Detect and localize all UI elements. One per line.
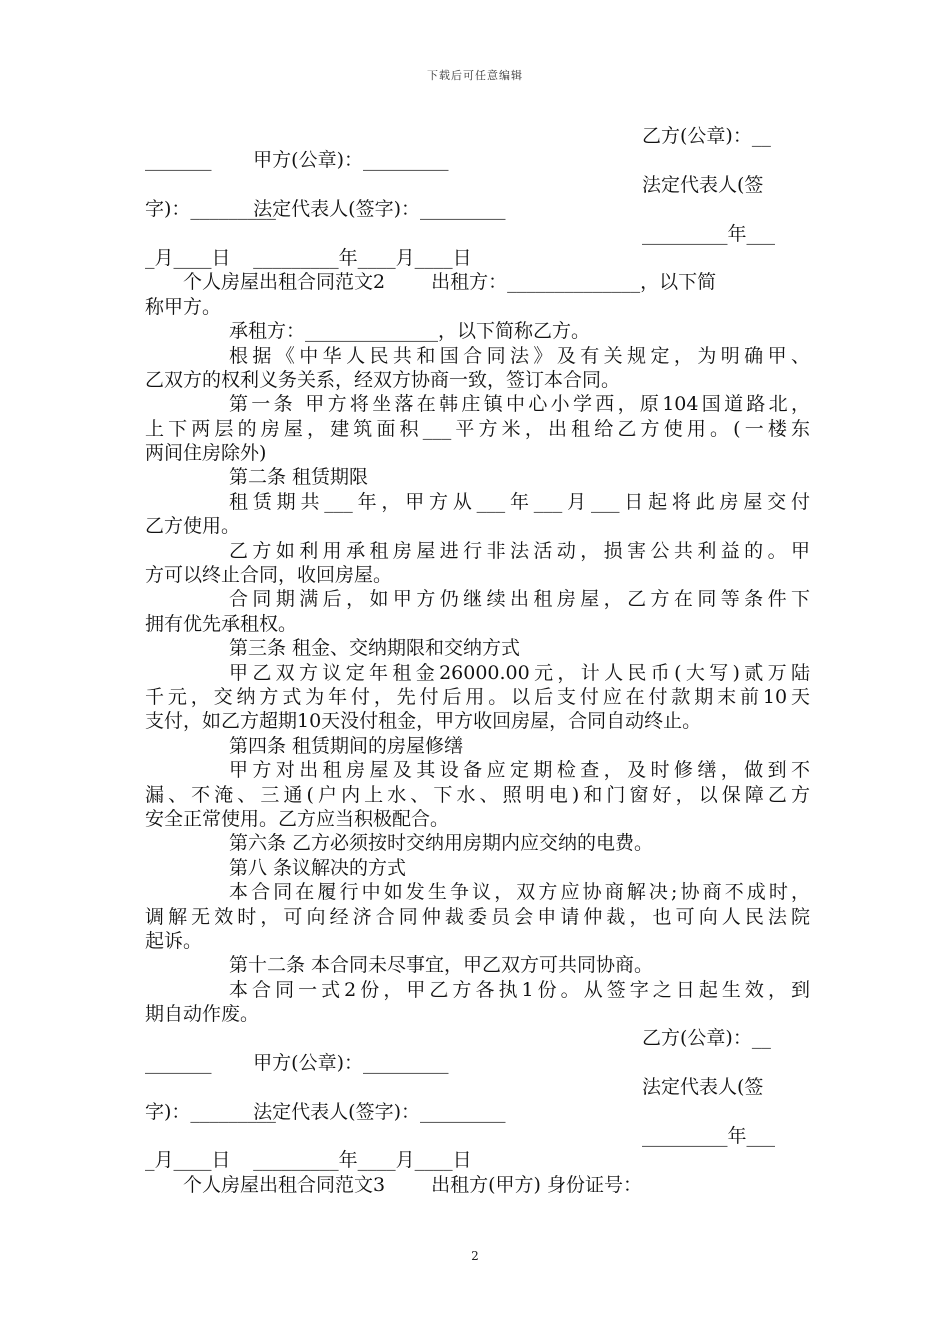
rent-line-1: 甲乙双方议定年租金26000.00元，计人民币(大写)贰万陆 xyxy=(229,661,810,684)
preamble-line-2: 乙双方的权利义务关系，经双方协商一致，签订本合同。 xyxy=(145,368,621,391)
party-b-seal-cont: _______ xyxy=(145,1051,212,1074)
article-1-line-3: 两间住房除外) xyxy=(145,442,267,465)
lessor-line: 出租方：______________，以下简 xyxy=(431,271,717,294)
signature-row-rep xyxy=(145,173,810,221)
repair-line-1: 甲方对出租房屋及其设备应定期检查，及时修缮，做到不 xyxy=(229,759,810,782)
page-header: 下载后可任意编辑 xyxy=(427,69,523,82)
copies-line-1: 本合同一式2份，甲乙方各执1份。从签字之日起生效，到 xyxy=(229,978,810,1001)
article-4-heading: 第四条 租赁期间的房屋修缮 xyxy=(229,734,464,757)
contract-2-title: 个人房屋出租合同范文2 xyxy=(183,271,386,294)
party-a-representative: 法定代表人(签字)：_________ xyxy=(253,1100,506,1123)
lessor-line-cont: 称甲方。 xyxy=(145,295,222,318)
lease-term-line-2: 乙方使用。 xyxy=(145,515,241,538)
party-b-date: _________年___ xyxy=(642,222,776,245)
repair-line-2: 漏、不淹、三通(户内上水、下水、照明电)和门窗好，以保障乙方 xyxy=(145,783,810,806)
repair-line-3: 安全正常使用。乙方应当积极配合。 xyxy=(145,807,450,830)
article-12: 第十二条 本合同未尽事宜，甲乙双方可共同协商。 xyxy=(229,954,654,977)
dispute-line-3: 起诉。 xyxy=(145,929,203,952)
signature-row-rep xyxy=(145,1075,810,1123)
dispute-line-2: 调解无效时，可向经济合同仲裁委员会申请仲裁，也可向人民法院 xyxy=(145,905,810,928)
rent-line-3: 支付，如乙方超期10天没付租金，甲方收回房屋，合同自动终止。 xyxy=(145,710,702,733)
article-3-heading: 第三条 租金、交纳期限和交纳方式 xyxy=(229,637,521,660)
renewal-line-1: 合同期满后，如甲方仍继续出租房屋，乙方在同等条件下 xyxy=(229,588,810,611)
party-b-representative: 法定代表人(签 xyxy=(642,1076,764,1099)
article-1-line-2: 上下两层的房屋，建筑面积___平方米，出租给乙方使用。(一楼东 xyxy=(145,417,810,440)
illegal-use-line-1: 乙方如利用承租房屋进行非法活动，损害公共利益的。甲 xyxy=(229,539,810,562)
party-b-representative-cont: 字)：_________ xyxy=(145,1100,276,1123)
lessee-line: 承租方：______________，以下简称乙方。 xyxy=(229,320,591,343)
signature-row-seal xyxy=(145,124,810,172)
signature-row-date xyxy=(145,1124,810,1172)
contract-3-title: 个人房屋出租合同范文3 xyxy=(183,1173,386,1196)
party-a-date: _________年____月____日 xyxy=(253,1149,472,1172)
signature-row-date xyxy=(145,222,810,269)
renewal-line-2: 拥有优先承租权。 xyxy=(145,612,298,635)
party-b-seal: 乙方(公章)：__ xyxy=(642,125,771,147)
article-8-heading: 第八 条议解决的方式 xyxy=(229,856,407,879)
lease-term-line-1: 租赁期共___年，甲方从___年___月___日起将此房屋交付 xyxy=(229,490,810,513)
party-b-representative-cont: 字)：_________ xyxy=(145,198,276,221)
party-b-seal: 乙方(公章)：__ xyxy=(642,1027,771,1050)
preamble-line-1: 根据《中华人民共和国合同法》及有关规定，为明确甲、 xyxy=(229,344,810,367)
illegal-use-line-2: 方可以终止合同，收回房屋。 xyxy=(145,564,393,587)
signature-row-seal xyxy=(145,1026,810,1074)
copies-line-2: 期自动作废。 xyxy=(145,1003,260,1026)
contract-3-lessor-id: 出租方(甲方) 身份证号： xyxy=(431,1173,642,1196)
party-a-seal: 甲方(公章)：_________ xyxy=(253,1051,449,1074)
dispute-line-1: 本合同在履行中如发生争议，双方应协商解决;协商不成时， xyxy=(229,881,810,904)
article-2-heading: 第二条 租赁期限 xyxy=(229,466,369,489)
party-b-seal-cont: _______ xyxy=(145,149,212,172)
party-b-date: _________年___ xyxy=(642,1125,776,1148)
party-a-seal: 甲方(公章)：_________ xyxy=(253,149,449,172)
rent-line-2: 千元，交纳方式为年付，先付后用。以后支付应在付款期末前10天 xyxy=(145,685,810,708)
document-body xyxy=(145,124,810,1197)
article-6: 第六条 乙方必须按时交纳用房期内应交纳的电费。 xyxy=(229,832,654,855)
party-b-date-cont: _月____日 xyxy=(145,246,231,269)
party-a-representative: 法定代表人(签字)：_________ xyxy=(253,198,506,221)
party-a-date: _________年____月____日 xyxy=(253,246,472,269)
party-b-date-cont: _月____日 xyxy=(145,1149,231,1172)
page-number: 2 xyxy=(471,1249,479,1263)
article-1-line-1: 第一条 甲方将坐落在韩庄镇中心小学西，原104国道路北， xyxy=(229,393,810,416)
party-b-representative: 法定代表人(签 xyxy=(642,173,764,196)
